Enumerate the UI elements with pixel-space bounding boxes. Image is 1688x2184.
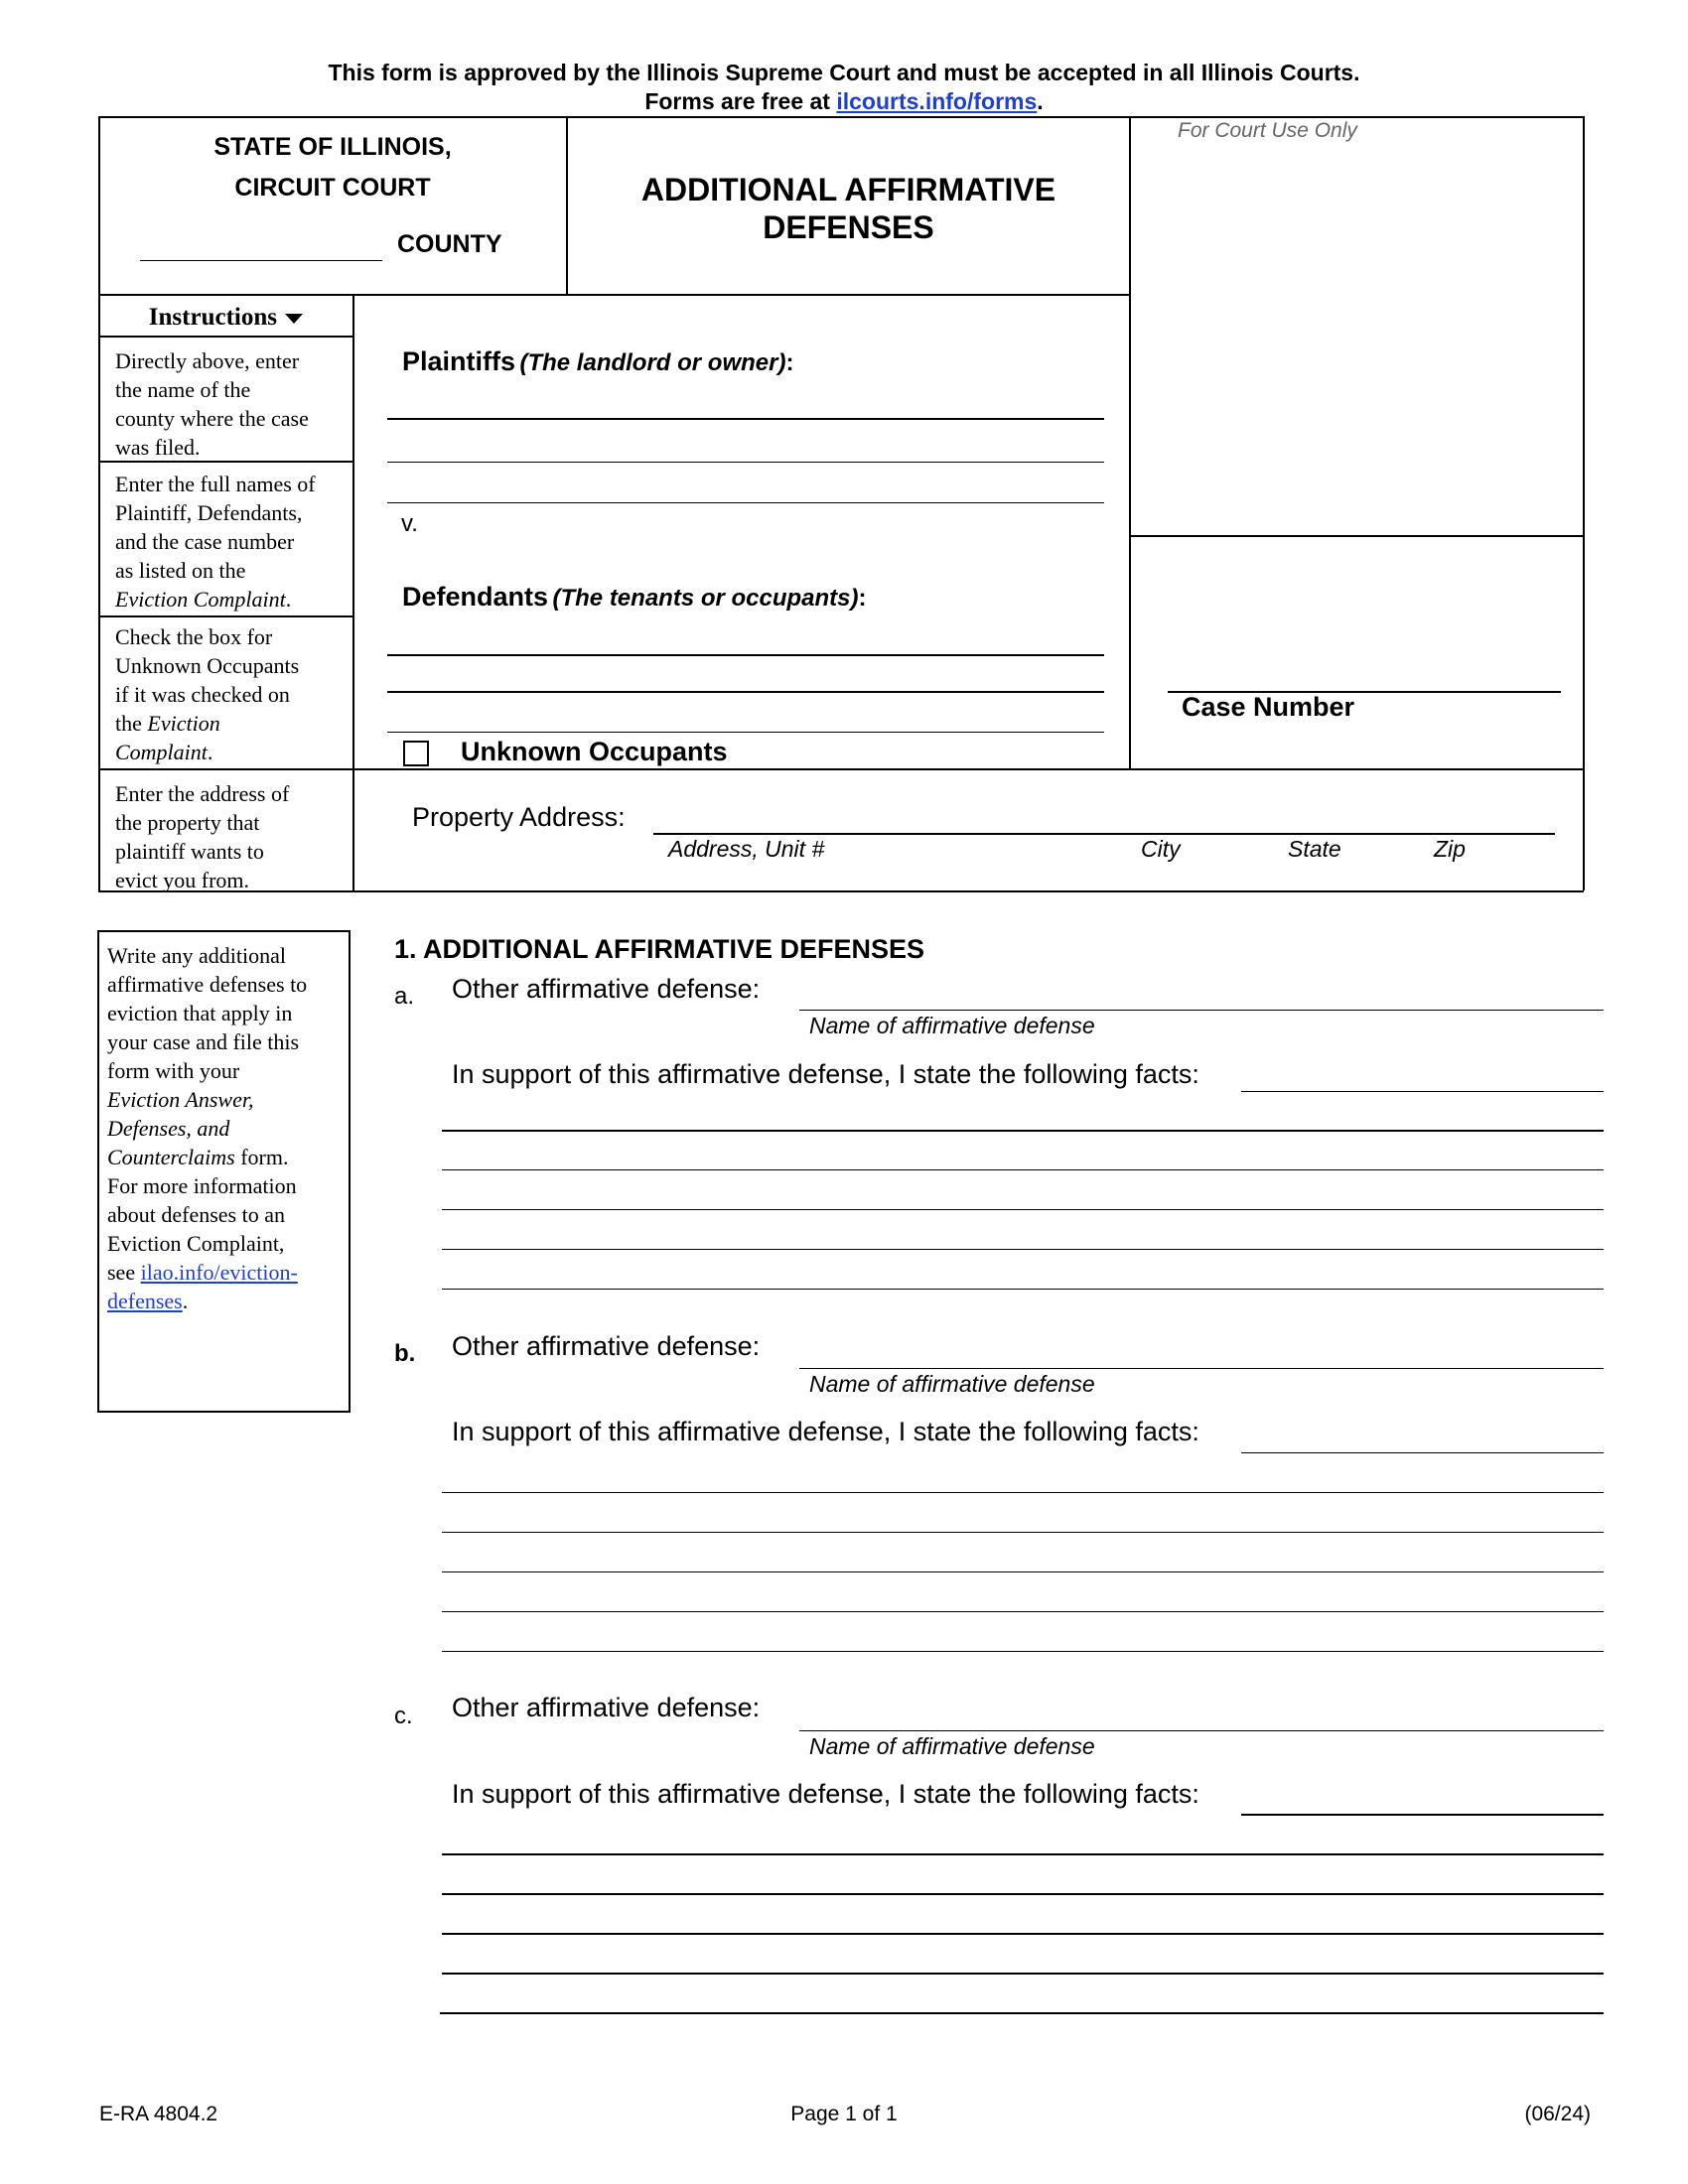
facts-line[interactable] <box>442 1893 1604 1895</box>
plaintiff-line-1[interactable] <box>387 418 1104 420</box>
other-defense-label: Other affirmative defense: <box>452 1693 761 1722</box>
facts-line[interactable] <box>442 1492 1604 1493</box>
unknown-occupants-checkbox[interactable] <box>403 741 429 766</box>
support-label: In support of this affirmative defense, I state the following facts: <box>452 1059 1199 1089</box>
facts-line[interactable] <box>442 1571 1604 1572</box>
defense-name-caption: Name of affirmative defense <box>809 1733 1095 1759</box>
defense-name-field[interactable] <box>799 1730 1604 1731</box>
form-id: E-RA 4804.2 <box>99 2103 218 2125</box>
county-field[interactable] <box>140 260 382 261</box>
ilao-eviction-link-cont[interactable]: defenses <box>107 1289 183 1313</box>
defense-letter: b. <box>394 1340 416 1367</box>
facts-line[interactable] <box>442 1130 1604 1132</box>
facts-line[interactable] <box>1241 1091 1604 1092</box>
forms-free-notice: Forms are free at ilcourts.info/forms. <box>644 88 1044 114</box>
facts-line[interactable] <box>1241 1814 1604 1816</box>
defendant-line-1[interactable] <box>387 654 1104 656</box>
defense-name-caption: Name of affirmative defense <box>809 1371 1095 1397</box>
page-number: Page 1 of 1 <box>790 2103 898 2125</box>
facts-line[interactable] <box>442 1611 1604 1612</box>
property-address-label: Property Address: <box>412 802 626 832</box>
facts-line[interactable] <box>442 1651 1604 1652</box>
facts-line[interactable] <box>442 1532 1604 1533</box>
plaintiff-line-3[interactable] <box>387 502 1104 503</box>
facts-line[interactable] <box>442 1209 1604 1210</box>
facts-line[interactable] <box>442 1853 1604 1855</box>
versus-label: v. <box>401 510 418 537</box>
approval-notice: This form is approved by the Illinois Supreme Court and must be accepted in all Illinois Courts. <box>328 60 1360 85</box>
defense-name-field[interactable] <box>799 1368 1604 1369</box>
instruction-county: Directly above, enter the name of the county where the case was filed. <box>115 348 309 460</box>
ilcourts-forms-link[interactable]: ilcourts.info/forms <box>836 88 1038 114</box>
defendant-line-3[interactable] <box>387 732 1104 733</box>
zip-caption: Zip <box>1434 836 1466 862</box>
caret-down-icon <box>285 314 303 324</box>
property-address-field[interactable] <box>653 833 1555 835</box>
side-note-text: Write any additional affirmative defenses to eviction that apply in your case and file this form with your Eviction Answer, Defenses, and Counterclaims form. For more information about defenses to an Eviction Complaint, see ilao.info/eviction- defenses. <box>107 943 308 1313</box>
case-number-label: Case Number <box>1182 692 1355 722</box>
county-label: COUNTY <box>397 230 502 258</box>
plaintiffs-label: Plaintiffs (The landlord or owner): <box>402 346 794 376</box>
defense-letter: c. <box>394 1703 413 1729</box>
facts-line[interactable] <box>442 1289 1604 1290</box>
facts-line[interactable] <box>440 2012 1604 2014</box>
form-date: (06/24) <box>1524 2103 1591 2125</box>
ilao-eviction-link[interactable]: ilao.info/eviction- <box>140 1260 298 1285</box>
other-defense-label: Other affirmative defense: <box>452 1331 761 1361</box>
defense-name-caption: Name of affirmative defense <box>809 1013 1095 1038</box>
defense-letter: a. <box>394 983 415 1010</box>
court-use-only: For Court Use Only <box>1178 119 1357 142</box>
court-name: STATE OF ILLINOIS, CIRCUIT COURT <box>213 133 452 202</box>
facts-line[interactable] <box>442 1933 1604 1935</box>
other-defense-label: Other affirmative defense: <box>452 974 761 1004</box>
facts-line[interactable] <box>442 1973 1604 1975</box>
state-caption: State <box>1288 836 1341 862</box>
section-title: 1. ADDITIONAL AFFIRMATIVE DEFENSES <box>394 934 925 964</box>
defendant-line-2[interactable] <box>387 691 1104 693</box>
instruction-address: Enter the address of the property that plaintiff wants to evict you from. <box>115 781 290 892</box>
form-title: ADDITIONAL AFFIRMATIVE DEFENSES <box>640 172 1056 245</box>
defense-name-field[interactable] <box>799 1010 1604 1011</box>
instruction-unknown: Check the box for Unknown Occupants if it was checked on the Eviction Complaint. <box>115 624 300 764</box>
address-unit-caption: Address, Unit # <box>668 836 825 862</box>
facts-line[interactable] <box>1241 1452 1604 1453</box>
city-caption: City <box>1141 836 1181 862</box>
support-label: In support of this affirmative defense, I state the following facts: <box>452 1417 1199 1446</box>
instructions-heading: Instructions <box>99 304 352 332</box>
support-label: In support of this affirmative defense, I state the following facts: <box>452 1779 1199 1809</box>
facts-line[interactable] <box>442 1169 1604 1170</box>
unknown-occupants-label: Unknown Occupants <box>461 737 728 766</box>
instruction-names: Enter the full names of Plaintiff, Defendants, and the case number as listed on the Eviction Complaint. <box>115 472 316 612</box>
plaintiff-line-2[interactable] <box>387 462 1104 463</box>
facts-line[interactable] <box>442 1249 1604 1250</box>
defendants-label: Defendants (The tenants or occupants): <box>402 582 867 612</box>
